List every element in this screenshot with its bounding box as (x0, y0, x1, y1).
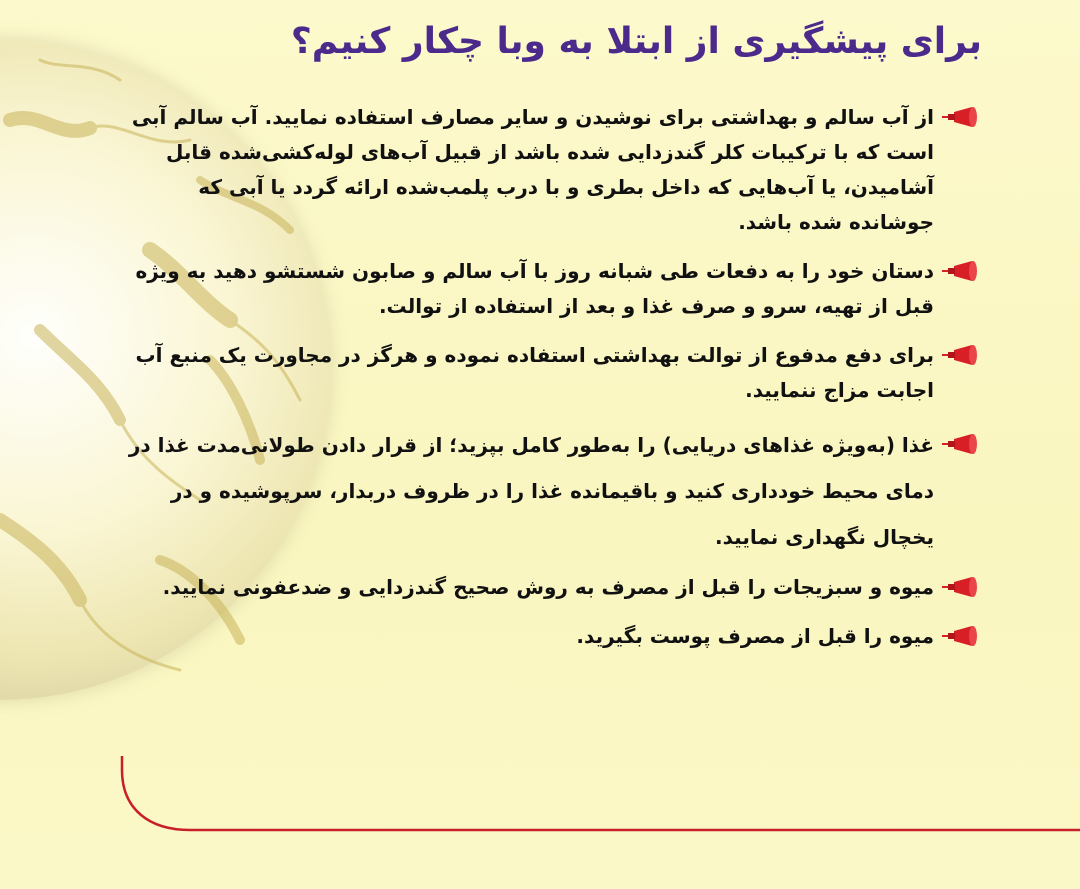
megaphone-icon (942, 576, 982, 598)
list-item (122, 338, 982, 408)
list-item-text: میوه را قبل از مصرف پوست بگیرید. (576, 624, 934, 648)
megaphone-icon (942, 106, 982, 128)
list-item (122, 422, 982, 560)
megaphone-icon (942, 625, 982, 647)
prevention-tips-list (122, 100, 982, 668)
page-title: برای پیشگیری از ابتلا به وبا چکار کنیم؟ (290, 21, 982, 62)
list-item-text: برای دفع مدفوع از توالت بهداشتی استفاده نموده و هرگز در مجاورت یک منبع آب اجابت مزاج ننمایید. (135, 343, 934, 402)
megaphone-icon (942, 433, 982, 455)
list-item (122, 100, 982, 240)
list-item-text: دستان خود را به دفعات طی شبانه روز با آب سالم و صابون شستشو دهید به ویژه قبل از تهیه، سرو و صرف غذا و بعد از استفاده از توالت. (135, 259, 934, 318)
list-item (122, 254, 982, 324)
list-item (122, 619, 982, 654)
list-item (122, 570, 982, 605)
megaphone-icon (942, 260, 982, 282)
list-item-text: از آب سالم و بهداشتی برای نوشیدن و سایر مصارف استفاده نمایید. آب سالم آبی است که با ترکیبات کلر گندزدایی شده باشد از قبیل آب‌های لوله‌کشی‌شده قابل آشامیدن، یا آب‌هایی که داخل بطری و با درب پلمب‌شده ارائه گردد یا آبی که جوشانده شده باشد. (131, 105, 934, 234)
list-item-text: میوه و سبزیجات را قبل از مصرف به روش صحیح گندزدایی و ضدعفونی نمایید. (162, 575, 934, 599)
list-item-text: غذا (به‌ویژه غذاهای دریایی) را به‌طور کامل بپزید؛ از قرار دادن طولانی‌مدت غذا در دمای محیط خودداری کنید و باقیمانده غذا را در ظروف دربدار، سرپوشیده و در یخچال نگهداری نمایید. (128, 433, 934, 549)
megaphone-icon (942, 344, 982, 366)
